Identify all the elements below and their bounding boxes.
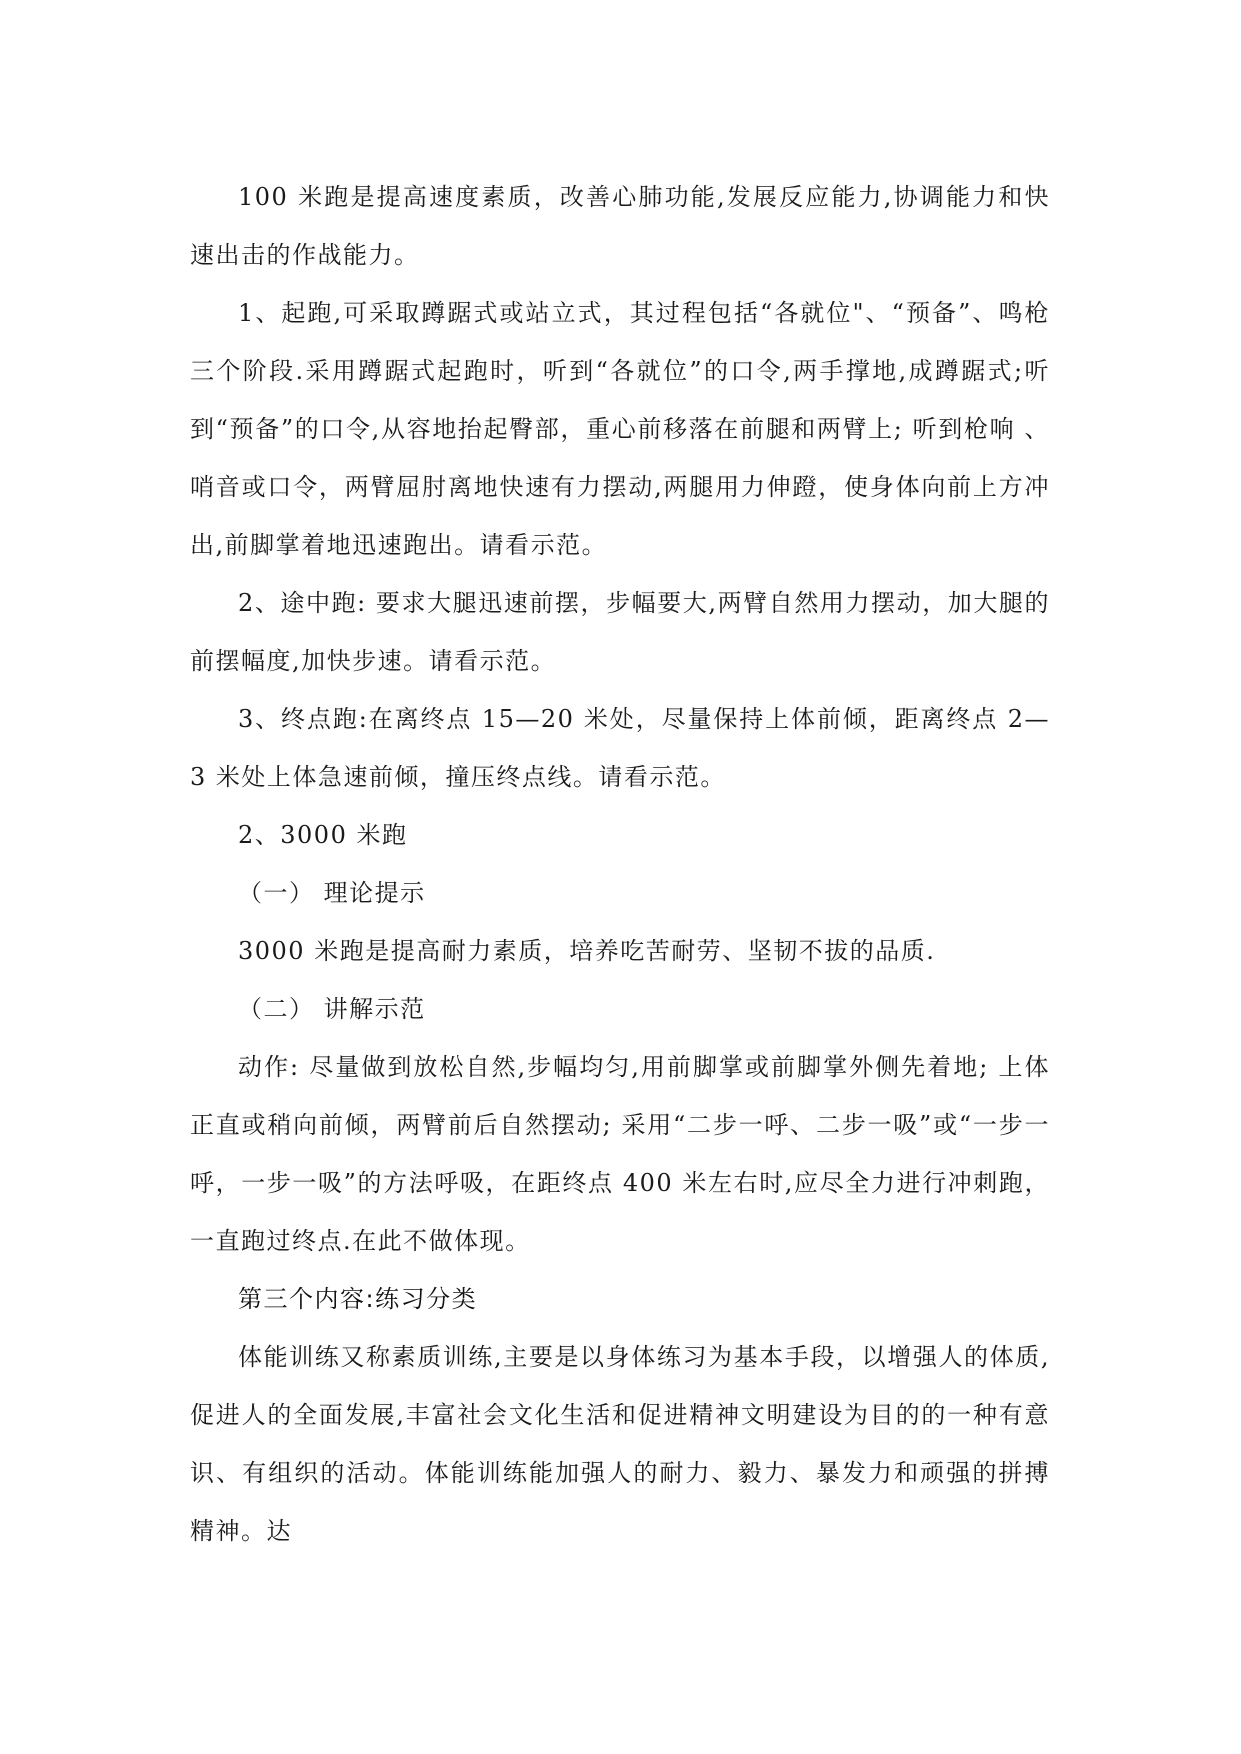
paragraph-3000m-intro: 3000 米跑是提高耐力素质，培养吃苦耐劳、坚韧不拔的品质.: [238, 937, 936, 965]
paragraph-demo-heading: （二） 讲解示范: [238, 995, 426, 1023]
paragraph-100m-intro: 100 米跑是提高速度素质，改善心肺功能,发展反应能力,协调能力和快速出击的作战能力。: [190, 183, 1050, 269]
document-body: [190, 168, 1050, 1560]
paragraph-3000m-title: 2、3000 米跑: [238, 821, 408, 849]
section-heading: 第三个内容:练习分类: [238, 1285, 478, 1313]
paragraph-theory-heading: （一） 理论提示: [238, 879, 426, 907]
paragraph-finish-run: 3、终点跑:在离终点 15—20 米处，尽量保持上体前倾，距离终点 2—3 米处上体急速前倾，撞压终点线。请看示范。: [190, 705, 1050, 791]
paragraph-mid-run: 2、途中跑: 要求大腿迅速前摆，步幅要大,两臂自然用力摆动，加大腿的前摆幅度,加快步速。请看示范。: [190, 589, 1050, 675]
paragraph-start-phase: 1、起跑,可采取蹲踞式或站立式，其过程包括“各就位"、“预备”、鸣枪三个阶段.采用蹲踞式起跑时，听到“各就位”的口令,两手撑地,成蹲踞式;听到“预备”的口令,从容地抬起臀部，重心前移落在前腿和两臂上; 听到枪响 、哨音或口令，两臂屈肘离地快速有力摆动,两腿用力伸蹬，使身体向前上方冲出,前脚掌着地迅速跑出。请看示范。: [190, 299, 1050, 559]
paragraph-fitness-training: 体能训练又称素质训练,主要是以身体练习为基本手段，以增强人的体质,促进人的全面发展,丰富社会文化生活和促进精神文明建设为目的的一种有意识、有组织的活动。体能训练能加强人的耐力、毅力、暴发力和顽强的拼搏精神。达: [190, 1343, 1050, 1545]
paragraph-movement: 动作: 尽量做到放松自然,步幅均匀,用前脚掌或前脚掌外侧先着地; 上体正直或稍向前倾，两臂前后自然摆动; 采用“二步一呼、二步一吸”或“一步一呼，一步一吸”的方法呼吸，在距终点 400 米左右时,应尽全力进行冲刺跑，一直跑过终点.在此不做体现。: [190, 1053, 1050, 1255]
